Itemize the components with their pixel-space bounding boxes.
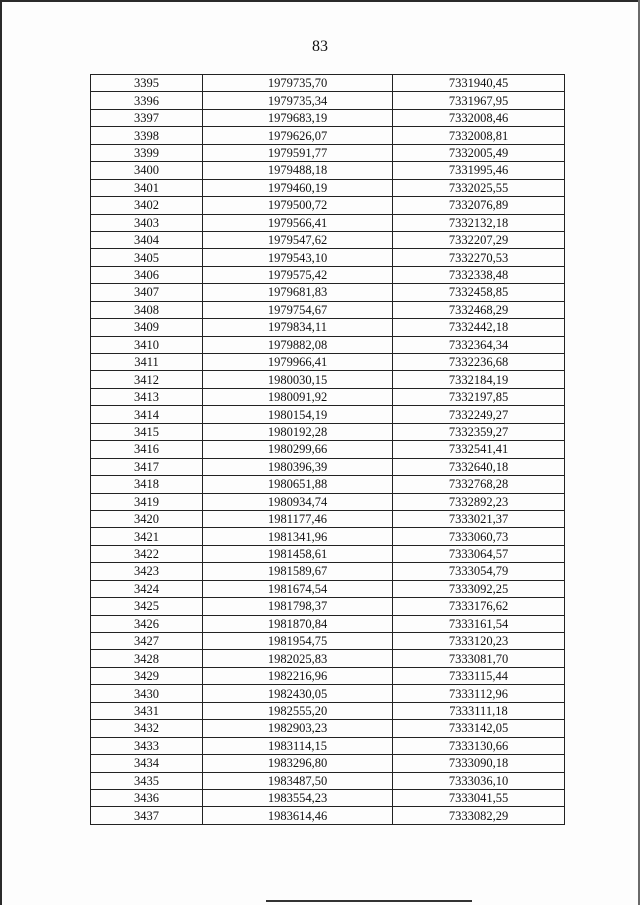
x-coordinate-cell: 1979754,67: [203, 301, 393, 318]
y-coordinate-cell: 7332249,27: [393, 406, 565, 423]
x-coordinate-cell: 1979681,83: [203, 284, 393, 301]
y-coordinate-cell: 7332197,85: [393, 388, 565, 405]
point-number-cell: 3415: [91, 423, 203, 440]
point-number-cell: 3397: [91, 109, 203, 126]
y-coordinate-cell: 7332338,48: [393, 266, 565, 283]
table-row: [91, 144, 565, 161]
y-coordinate-cell: 7332359,27: [393, 423, 565, 440]
x-coordinate-cell: 1982555,20: [203, 702, 393, 719]
x-coordinate-cell: 1979683,19: [203, 109, 393, 126]
point-number-cell: 3424: [91, 580, 203, 597]
table-row: [91, 458, 565, 475]
point-number-cell: 3400: [91, 162, 203, 179]
point-number-cell: 3399: [91, 144, 203, 161]
table-row: [91, 702, 565, 719]
x-coordinate-cell: 1979460,19: [203, 179, 393, 196]
x-coordinate-cell: 1979500,72: [203, 197, 393, 214]
x-coordinate-cell: 1980192,28: [203, 423, 393, 440]
page-number: 83: [312, 38, 328, 55]
y-coordinate-cell: 7332364,34: [393, 336, 565, 353]
x-coordinate-cell: 1983296,80: [203, 755, 393, 772]
table-row: [91, 336, 565, 353]
x-coordinate-cell: 1983614,46: [203, 807, 393, 824]
point-number-cell: 3430: [91, 685, 203, 702]
y-coordinate-cell: 7332892,23: [393, 493, 565, 510]
y-coordinate-cell: 7333092,25: [393, 580, 565, 597]
table-row: [91, 162, 565, 179]
table-row: [91, 92, 565, 109]
point-number-cell: 3429: [91, 667, 203, 684]
table-row: [91, 406, 565, 423]
point-number-cell: 3402: [91, 197, 203, 214]
table-row: [91, 737, 565, 754]
table-row: [91, 598, 565, 615]
point-number-cell: 3437: [91, 807, 203, 824]
x-coordinate-cell: 1983114,15: [203, 737, 393, 754]
y-coordinate-cell: 7331967,95: [393, 92, 565, 109]
table-row: [91, 109, 565, 126]
x-coordinate-cell: 1979882,08: [203, 336, 393, 353]
y-coordinate-cell: 7333090,18: [393, 755, 565, 772]
x-coordinate-cell: 1980396,39: [203, 458, 393, 475]
table-row: [91, 685, 565, 702]
table-row: [91, 615, 565, 632]
y-coordinate-cell: 7333120,23: [393, 633, 565, 650]
table-row: [91, 633, 565, 650]
table-row: [91, 755, 565, 772]
y-coordinate-cell: 7333041,55: [393, 789, 565, 806]
point-number-cell: 3419: [91, 493, 203, 510]
point-number-cell: 3416: [91, 441, 203, 458]
scan-border-top: [0, 0, 640, 2]
table-row: [91, 563, 565, 580]
scan-border-bottom: [266, 900, 472, 902]
point-number-cell: 3425: [91, 598, 203, 615]
x-coordinate-cell: 1981341,96: [203, 528, 393, 545]
y-coordinate-cell: 7332541,41: [393, 441, 565, 458]
point-number-cell: 3426: [91, 615, 203, 632]
y-coordinate-cell: 7333111,18: [393, 702, 565, 719]
x-coordinate-cell: 1982903,23: [203, 720, 393, 737]
table-row: [91, 266, 565, 283]
point-number-cell: 3410: [91, 336, 203, 353]
table-row: [91, 493, 565, 510]
table-row: [91, 75, 565, 92]
point-number-cell: 3435: [91, 772, 203, 789]
x-coordinate-cell: 1981674,54: [203, 580, 393, 597]
table-row: [91, 214, 565, 231]
x-coordinate-cell: 1979575,42: [203, 266, 393, 283]
table-row: [91, 667, 565, 684]
table-row: [91, 772, 565, 789]
x-coordinate-cell: 1979543,10: [203, 249, 393, 266]
point-number-cell: 3408: [91, 301, 203, 318]
point-number-cell: 3395: [91, 75, 203, 92]
point-number-cell: 3436: [91, 789, 203, 806]
x-coordinate-cell: 1979566,41: [203, 214, 393, 231]
y-coordinate-cell: 7333112,96: [393, 685, 565, 702]
point-number-cell: 3403: [91, 214, 203, 231]
coordinates-table-body: [91, 75, 565, 825]
x-coordinate-cell: 1979966,41: [203, 354, 393, 371]
x-coordinate-cell: 1980091,92: [203, 388, 393, 405]
y-coordinate-cell: 7332025,55: [393, 179, 565, 196]
x-coordinate-cell: 1980154,19: [203, 406, 393, 423]
y-coordinate-cell: 7333142,05: [393, 720, 565, 737]
scan-border-left: [0, 0, 2, 905]
y-coordinate-cell: 7332184,19: [393, 371, 565, 388]
y-coordinate-cell: 7331995,46: [393, 162, 565, 179]
x-coordinate-cell: 1979591,77: [203, 144, 393, 161]
table-row: [91, 807, 565, 824]
point-number-cell: 3406: [91, 266, 203, 283]
point-number-cell: 3421: [91, 528, 203, 545]
y-coordinate-cell: 7332207,29: [393, 231, 565, 248]
y-coordinate-cell: 7333161,54: [393, 615, 565, 632]
table-row: [91, 249, 565, 266]
point-number-cell: 3428: [91, 650, 203, 667]
coordinates-table: [90, 74, 565, 825]
point-number-cell: 3409: [91, 319, 203, 336]
y-coordinate-cell: 7332076,89: [393, 197, 565, 214]
table-row: [91, 789, 565, 806]
x-coordinate-cell: 1980651,88: [203, 476, 393, 493]
y-coordinate-cell: 7332458,85: [393, 284, 565, 301]
y-coordinate-cell: 7332468,29: [393, 301, 565, 318]
table-row: [91, 127, 565, 144]
table-row: [91, 319, 565, 336]
x-coordinate-cell: 1981458,61: [203, 545, 393, 562]
point-number-cell: 3420: [91, 510, 203, 527]
table-row: [91, 197, 565, 214]
y-coordinate-cell: 7332270,53: [393, 249, 565, 266]
y-coordinate-cell: 7333060,73: [393, 528, 565, 545]
x-coordinate-cell: 1981798,37: [203, 598, 393, 615]
x-coordinate-cell: 1979626,07: [203, 127, 393, 144]
table-row: [91, 441, 565, 458]
x-coordinate-cell: 1980934,74: [203, 493, 393, 510]
y-coordinate-cell: 7333054,79: [393, 563, 565, 580]
table-row: [91, 301, 565, 318]
y-coordinate-cell: 7333176,62: [393, 598, 565, 615]
table-row: [91, 545, 565, 562]
y-coordinate-cell: 7332008,46: [393, 109, 565, 126]
point-number-cell: 3417: [91, 458, 203, 475]
point-number-cell: 3423: [91, 563, 203, 580]
table-row: [91, 476, 565, 493]
y-coordinate-cell: 7332008,81: [393, 127, 565, 144]
y-coordinate-cell: 7332005,49: [393, 144, 565, 161]
point-number-cell: 3414: [91, 406, 203, 423]
x-coordinate-cell: 1982025,83: [203, 650, 393, 667]
table-row: [91, 371, 565, 388]
y-coordinate-cell: 7333115,44: [393, 667, 565, 684]
point-number-cell: 3407: [91, 284, 203, 301]
table-row: [91, 720, 565, 737]
point-number-cell: 3433: [91, 737, 203, 754]
table-row: [91, 231, 565, 248]
point-number-cell: 3413: [91, 388, 203, 405]
x-coordinate-cell: 1981177,46: [203, 510, 393, 527]
x-coordinate-cell: 1979735,70: [203, 75, 393, 92]
y-coordinate-cell: 7332768,28: [393, 476, 565, 493]
table-row: [91, 354, 565, 371]
point-number-cell: 3405: [91, 249, 203, 266]
x-coordinate-cell: 1982430,05: [203, 685, 393, 702]
x-coordinate-cell: 1980299,66: [203, 441, 393, 458]
y-coordinate-cell: 7333064,57: [393, 545, 565, 562]
point-number-cell: 3422: [91, 545, 203, 562]
y-coordinate-cell: 7331940,45: [393, 75, 565, 92]
point-number-cell: 3401: [91, 179, 203, 196]
x-coordinate-cell: 1983554,23: [203, 789, 393, 806]
y-coordinate-cell: 7333021,37: [393, 510, 565, 527]
x-coordinate-cell: 1982216,96: [203, 667, 393, 684]
x-coordinate-cell: 1981954,75: [203, 633, 393, 650]
point-number-cell: 3427: [91, 633, 203, 650]
x-coordinate-cell: 1980030,15: [203, 371, 393, 388]
x-coordinate-cell: 1979547,62: [203, 231, 393, 248]
table-row: [91, 423, 565, 440]
table-row: [91, 179, 565, 196]
x-coordinate-cell: 1981870,84: [203, 615, 393, 632]
point-number-cell: 3431: [91, 702, 203, 719]
table-row: [91, 580, 565, 597]
x-coordinate-cell: 1981589,67: [203, 563, 393, 580]
y-coordinate-cell: 7333081,70: [393, 650, 565, 667]
y-coordinate-cell: 7333036,10: [393, 772, 565, 789]
table-row: [91, 650, 565, 667]
table-row: [91, 284, 565, 301]
point-number-cell: 3411: [91, 354, 203, 371]
y-coordinate-cell: 7333082,29: [393, 807, 565, 824]
table-row: [91, 528, 565, 545]
point-number-cell: 3398: [91, 127, 203, 144]
y-coordinate-cell: 7332236,68: [393, 354, 565, 371]
y-coordinate-cell: 7332132,18: [393, 214, 565, 231]
point-number-cell: 3432: [91, 720, 203, 737]
point-number-cell: 3418: [91, 476, 203, 493]
y-coordinate-cell: 7333130,66: [393, 737, 565, 754]
y-coordinate-cell: 7332442,18: [393, 319, 565, 336]
x-coordinate-cell: 1979834,11: [203, 319, 393, 336]
point-number-cell: 3412: [91, 371, 203, 388]
table-row: [91, 510, 565, 527]
table-row: [91, 388, 565, 405]
point-number-cell: 3404: [91, 231, 203, 248]
x-coordinate-cell: 1983487,50: [203, 772, 393, 789]
point-number-cell: 3396: [91, 92, 203, 109]
x-coordinate-cell: 1979735,34: [203, 92, 393, 109]
y-coordinate-cell: 7332640,18: [393, 458, 565, 475]
point-number-cell: 3434: [91, 755, 203, 772]
x-coordinate-cell: 1979488,18: [203, 162, 393, 179]
